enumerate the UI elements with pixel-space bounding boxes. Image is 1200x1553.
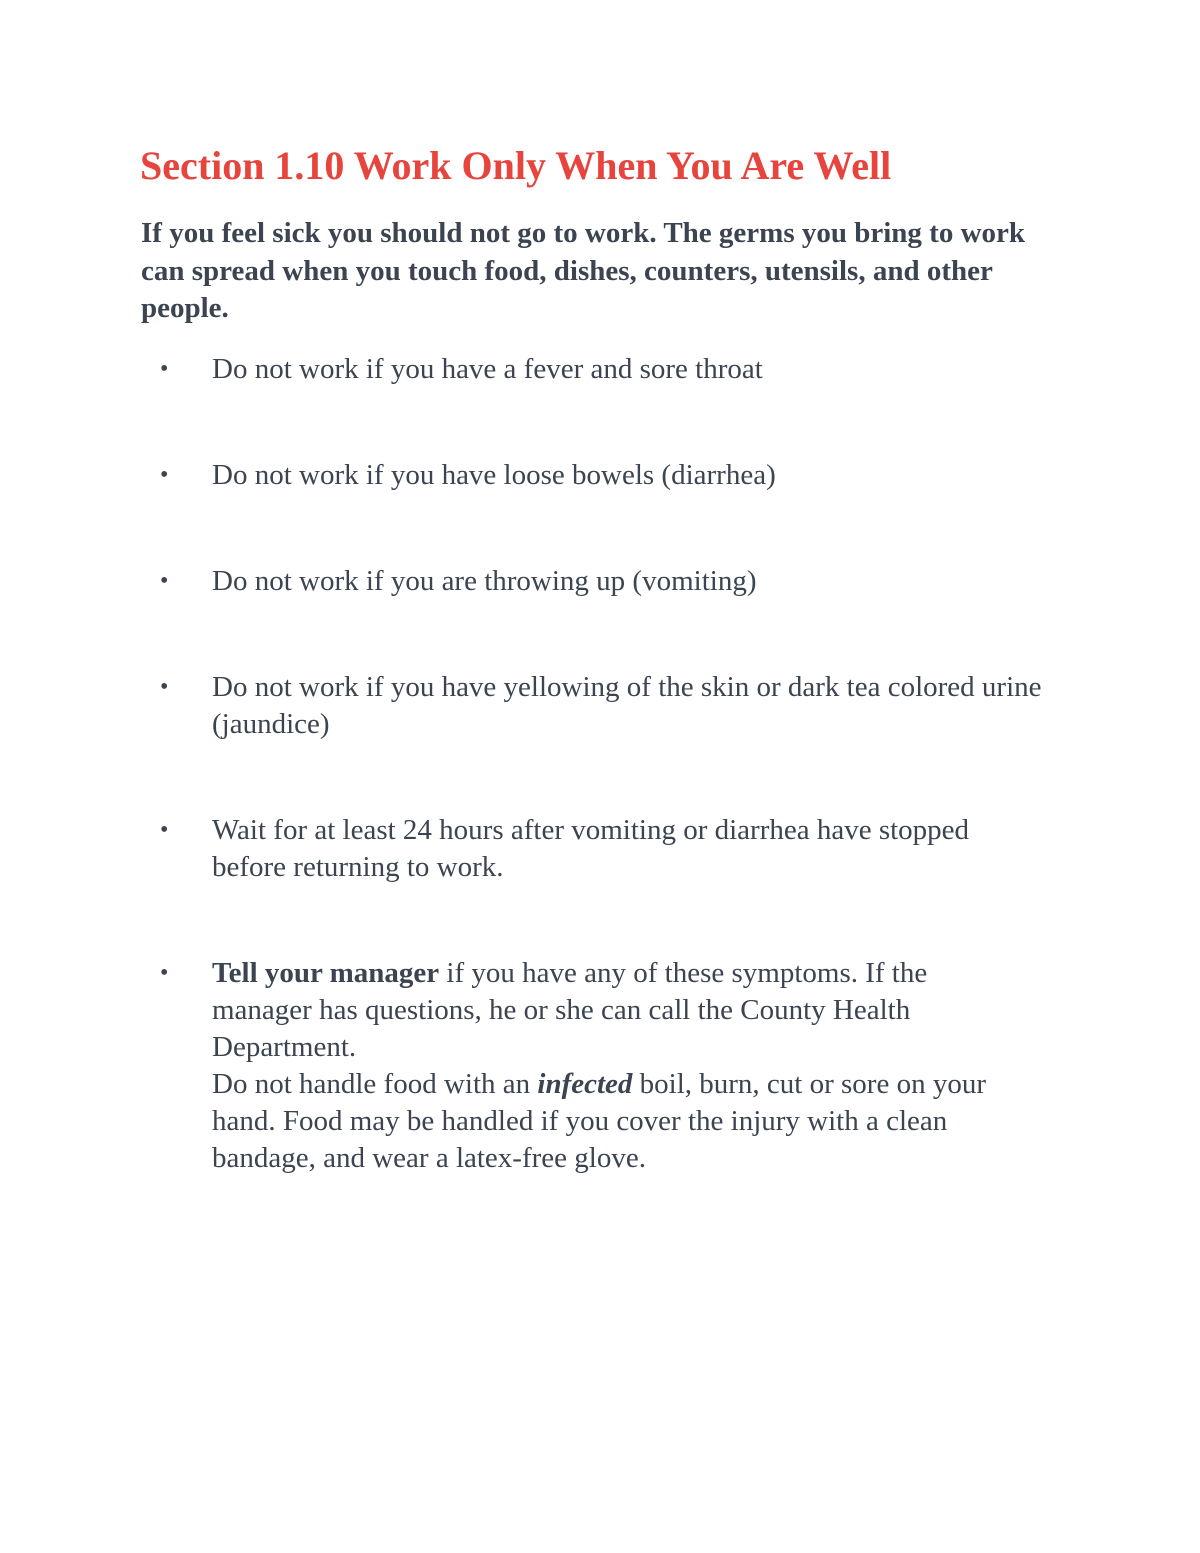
list-item-text: Wait for at least 24 hours after vomiting or diarrhea have stopped before returning to work. — [212, 814, 970, 883]
list-item-text: Do not work if you are throwing up (vomiting) — [212, 565, 757, 597]
bullet-icon: • — [160, 817, 169, 843]
list-item-text-line2-start: Do not handle food with an — [212, 1068, 538, 1100]
list-item-text: Do not work if you have loose bowels (diarrhea) — [212, 459, 776, 491]
list-item-text: Do not work if you have a fever and sore throat — [212, 353, 763, 385]
emphasis-infected: infected — [537, 1068, 633, 1100]
intro-paragraph: If you feel sick you should not go to work. The germs you bring to work can spread when you touch food, dishes, counters, utensils, and other people. — [141, 217, 1026, 324]
bullet-icon: • — [160, 960, 169, 986]
emphasis-tell-manager: Tell your manager — [212, 957, 440, 989]
section-title: Section 1.10 Work Only When You Are Well — [140, 143, 892, 188]
list-item-text-rest: if you have any of these symptoms. If the manager has questions, he or she can call the County Health Department. — [212, 957, 928, 1063]
list-item-text: Do not work if you have yellowing of the skin or dark tea colored urine (jaundice) — [212, 671, 1042, 740]
list-item-text-line2-end: boil, burn, cut or sore on your hand. Food may be handled if you cover the injury with a clean bandage, and wear a latex-free glove. — [212, 1068, 986, 1174]
bullet-icon: • — [160, 568, 169, 594]
bullet-icon: • — [160, 674, 169, 700]
bullet-icon: • — [160, 356, 169, 382]
list-item-text — [212, 955, 1002, 1177]
bullet-icon: • — [160, 462, 169, 488]
